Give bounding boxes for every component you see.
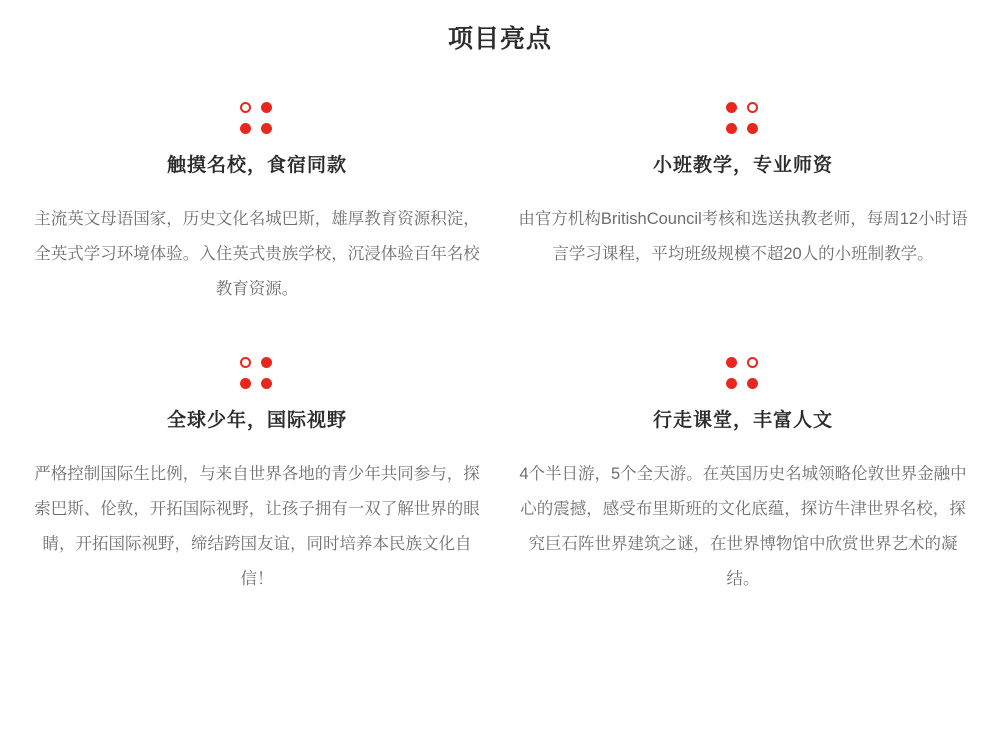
dot-bottom-right [747, 378, 758, 389]
four-dot-pattern-icon [724, 100, 762, 138]
highlight-body: 主流英文母语国家，历史文化名城巴斯，雄厚教育资源积淀，全英式学习环境体验。入住英式贵族学校，沉浸体验百年名校教育资源。 [34, 210, 480, 298]
four-dot-pattern-icon [238, 100, 276, 138]
highlight-card-2 [510, 100, 976, 307]
highlight-title: 行走课堂，丰富人文 [652, 410, 833, 431]
highlight-title: 触摸名校，食宿同款 [166, 155, 347, 176]
highlight-card-1 [24, 100, 490, 307]
project-highlights-page [0, 20, 1000, 730]
dot-bottom-right [261, 378, 272, 389]
dot-bottom-right [747, 123, 758, 134]
page-title: 项目亮点 [447, 25, 552, 53]
dot-bottom-left [726, 123, 737, 134]
highlight-body: 严格控制国际生比例，与来自世界各地的青少年共同参与，探索巴斯、伦敦，开拓国际视野，让孩子拥有一双了解世界的眼睛，开拓国际视野，缔结跨国友谊，同时培养本民族文化自信！ [34, 465, 480, 588]
dot-bottom-left [240, 123, 251, 134]
four-dot-pattern-icon [238, 355, 276, 393]
highlight-title: 小班教学，专业师资 [652, 155, 833, 176]
highlights-grid [0, 100, 1000, 597]
dot-top-left [726, 357, 737, 368]
dot-bottom-right [261, 123, 272, 134]
highlight-card-3 [24, 355, 490, 597]
highlight-body: 4个半日游，5个全天游。在英国历史名城领略伦敦世界金融中心的震撼，感受布里斯班的文化底蕴，探访牛津世界名校，探究巨石阵世界建筑之谜，在世界博物馆中欣赏世界艺术的凝结。 [519, 465, 967, 588]
dot-top-right [747, 102, 758, 113]
dot-top-right [261, 357, 272, 368]
dot-bottom-left [726, 378, 737, 389]
dot-bottom-left [240, 378, 251, 389]
dot-top-left [726, 102, 737, 113]
dot-top-left [240, 102, 251, 113]
dot-top-right [747, 357, 758, 368]
four-dot-pattern-icon [724, 355, 762, 393]
highlight-title: 全球少年，国际视野 [166, 410, 347, 431]
highlight-card-4 [510, 355, 976, 597]
highlight-body: 由官方机构BritishCouncil考核和选送执教老师，每周12小时语言学习课程，平均班级规模不超20人的小班制教学。 [518, 210, 968, 263]
dot-top-left [240, 357, 251, 368]
dot-top-right [261, 102, 272, 113]
